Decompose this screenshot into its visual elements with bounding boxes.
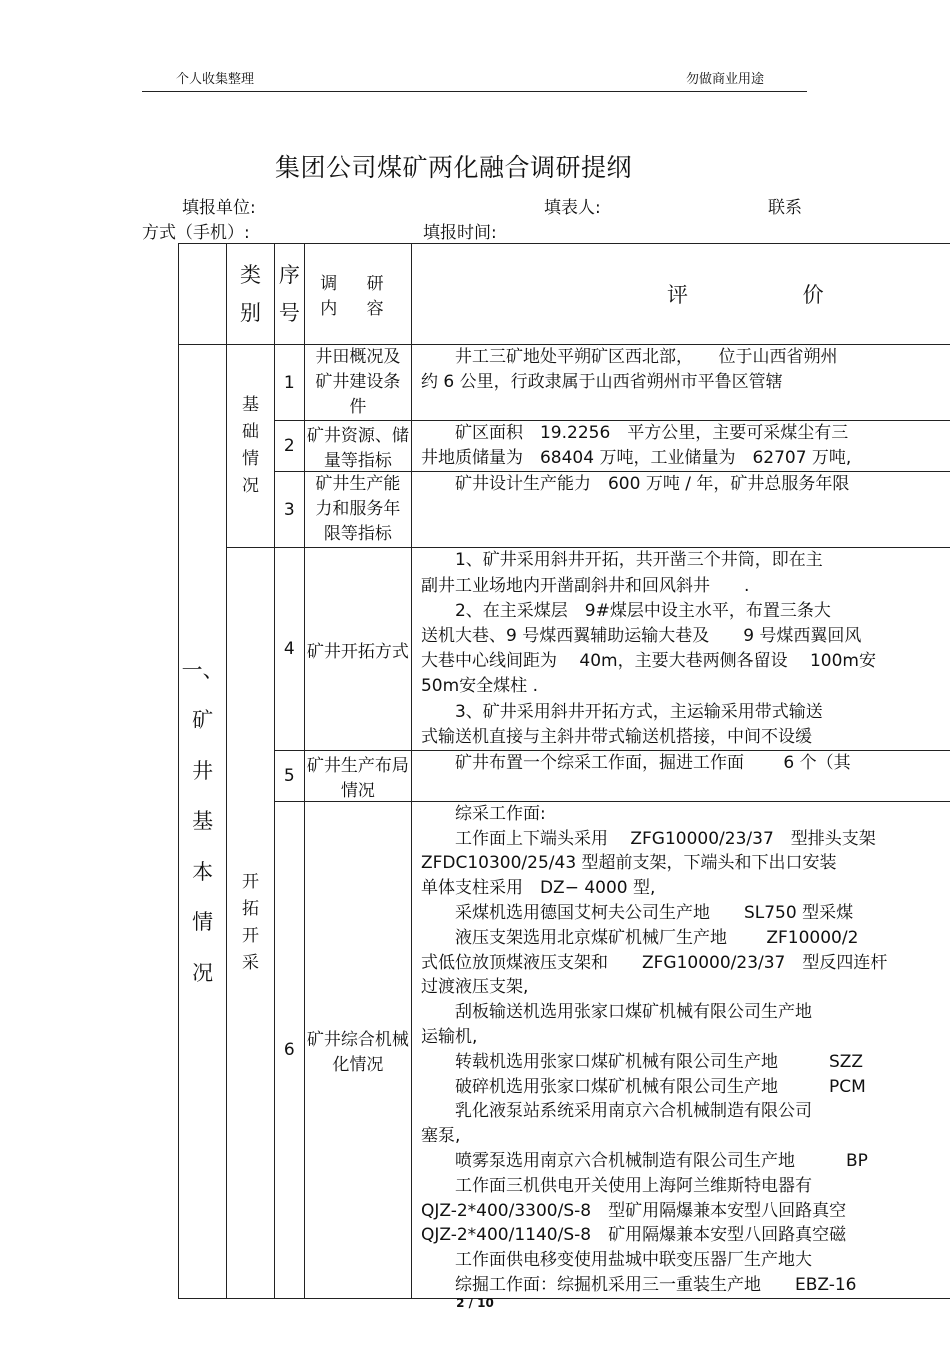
eval-line: 乳化液泵站系统采用南京六合机械制造有限公司 <box>454 1101 812 1122</box>
contact-label-b: 方式（手机）: <box>142 223 250 243</box>
header-evaluation: 评 价 <box>411 244 950 345</box>
eval-line: ZFDC10300/25/43 型超前支架，下端头和下出口安装 <box>420 853 837 874</box>
eval-line: 井工三矿地处平朔矿区西北部， 位于山西省朔州 <box>454 347 838 367</box>
eval-line: 工作面三机供电开关使用上海阿兰维斯特电器有 <box>454 1175 812 1196</box>
eval-line: 矿井设计生产能力 600 万吨 / 年，矿井总服务年限 <box>454 474 850 495</box>
eval-line: 采煤机选用德国艾柯夫公司生产地 SL750 型采煤 <box>454 903 854 924</box>
survey-table <box>178 243 950 1299</box>
section-main-char: 矿 <box>192 708 214 733</box>
eval-line: 工作面供电移变使用盐城中联变压器厂生产地大 <box>454 1250 812 1271</box>
header-category-cell <box>227 244 275 345</box>
eval-line: 矿区面积 19.2256 平方公里，主要可采煤尘有三 <box>454 423 849 443</box>
header-content: 调 研 内 容 <box>304 244 411 345</box>
group-mining-cell <box>227 548 275 1299</box>
eval-line: 2、在主采煤层 9#煤层中设主水平，布置三条大 <box>454 600 831 621</box>
eval-line: 过渡液压支架, <box>420 977 529 998</box>
eval-line: 1、矿井采用斜井开拓，共开凿三个井筒，即在主 <box>454 550 823 571</box>
eval-line: 综掘工作面：综掘机采用三一重装生产地 EBZ-16 <box>454 1275 857 1296</box>
section-main-char: 一、 <box>181 657 224 682</box>
row-no: 3 <box>274 472 304 548</box>
header-left-text: 个人收集整理 <box>176 72 255 87</box>
row-item: 矿井生产布局情况 <box>304 750 411 801</box>
eval-line: 3、矿井采用斜井开拓方式，主运输采用带式输送 <box>454 701 823 722</box>
section-main-cell <box>179 345 227 1299</box>
row-item: 井田概况及矿井建设条件 <box>304 345 411 421</box>
eval-line: 矿井布置一个综采工作面，掘进工作面 6 个（其 <box>454 752 851 773</box>
header-divider <box>142 91 807 92</box>
filler-label: 填表人: <box>544 198 601 218</box>
header-blank-cell <box>179 244 227 345</box>
eval-line: 运输机, <box>420 1027 478 1048</box>
eval-line: 副井工业场地内开凿副斜井和回风斜井 . <box>420 575 750 596</box>
table-row <box>179 472 950 548</box>
table-header-row <box>179 244 950 345</box>
eval-line: QJZ-2*400/1140/S-8 矿用隔爆兼本安型八回路真空磁 <box>420 1225 847 1246</box>
table-row <box>179 750 950 801</box>
header-seq-1: 序 <box>278 263 300 287</box>
eval-line: 式低位放顶煤液压支架和 ZFG10000/23/37 型反四连杆 <box>420 952 888 973</box>
header-seq-2: 号 <box>278 301 300 325</box>
page-number: 2 / 10 <box>456 1296 494 1310</box>
row-no: 2 <box>274 421 304 472</box>
eval-line: 单体支柱采用 DZ− 4000 型, <box>420 878 656 899</box>
eval-line: 液压支架选用北京煤矿机械厂生产地 ZF10000/2 <box>454 927 859 948</box>
table-row <box>179 548 950 751</box>
group-mining-label: 开拓开采 <box>242 871 260 974</box>
eval-line: 大巷中心线间距为 40m，主要大巷两侧各留设 100m安 <box>420 651 876 672</box>
section-main-char: 况 <box>192 960 214 985</box>
document-title: 集团公司煤矿两化融合调研提纲 <box>275 153 633 182</box>
eval-line: 式输送机直接与主斜井带式输送机搭接，中间不设缓 <box>420 726 812 747</box>
table-row <box>179 421 950 472</box>
table-row <box>179 345 950 421</box>
row-no: 6 <box>274 801 304 1298</box>
eval-line: 破碎机选用张家口煤矿机械有限公司生产地 PCM <box>454 1076 866 1097</box>
row-no: 5 <box>274 750 304 801</box>
eval-line: 综采工作面: <box>454 803 546 824</box>
contact-label-a: 联系 <box>768 198 802 218</box>
section-main-char: 井 <box>192 758 214 783</box>
eval-line: 刮板输送机选用张家口煤矿机械有限公司生产地 <box>454 1002 812 1023</box>
row-eval <box>411 548 950 751</box>
row-item: 矿井综合机械化情况 <box>304 801 411 1298</box>
header-category-1: 类 <box>240 263 262 287</box>
section-main-char: 基 <box>192 809 214 834</box>
eval-line: 工作面上下端头采用 ZFG10000/23/37 型排头支架 <box>454 828 876 849</box>
section-main-char: 情 <box>192 910 214 935</box>
row-item: 矿井生产能力和服务年限等指标 <box>304 472 411 548</box>
header-right-text: 勿做商业用途 <box>686 72 765 87</box>
row-item: 矿井开拓方式 <box>304 548 411 751</box>
eval-line: 塞泵, <box>420 1126 461 1147</box>
fill-time-label: 填报时间: <box>423 223 497 243</box>
eval-line: 井地质储量为 68404 万吨，工业储量为 62707 万吨, <box>420 448 852 469</box>
table-row <box>179 801 950 1298</box>
row-eval <box>411 345 950 421</box>
header-category-2: 别 <box>240 301 262 325</box>
row-eval <box>411 421 950 472</box>
row-eval <box>411 801 950 1298</box>
row-no: 1 <box>274 345 304 421</box>
eval-line: 喷雾泵选用南京六合机械制造有限公司生产地 BP <box>454 1151 868 1172</box>
row-eval <box>411 472 950 548</box>
section-main-char: 本 <box>192 859 214 884</box>
eval-line: 约 6 公里，行政隶属于山西省朔州市平鲁区管辖 <box>420 372 783 393</box>
eval-line: 转载机选用张家口煤矿机械有限公司生产地 SZZ <box>454 1051 864 1072</box>
eval-line: 送机大巷、9 号煤西翼辅助运输大巷及 9 号煤西翼回风 <box>420 625 862 646</box>
group-basic-label: 基础情况 <box>242 394 260 497</box>
row-no: 4 <box>274 548 304 751</box>
group-basic-cell <box>227 345 275 548</box>
row-item: 矿井资源、储量等指标 <box>304 421 411 472</box>
row-eval <box>411 750 950 801</box>
header-seq-cell <box>274 244 304 345</box>
fill-unit-label: 填报单位: <box>182 198 256 218</box>
eval-line: QJZ-2*400/3300/S-8 型矿用隔爆兼本安型八回路真空 <box>420 1200 847 1221</box>
eval-line: 50m安全煤柱 . <box>420 676 538 697</box>
